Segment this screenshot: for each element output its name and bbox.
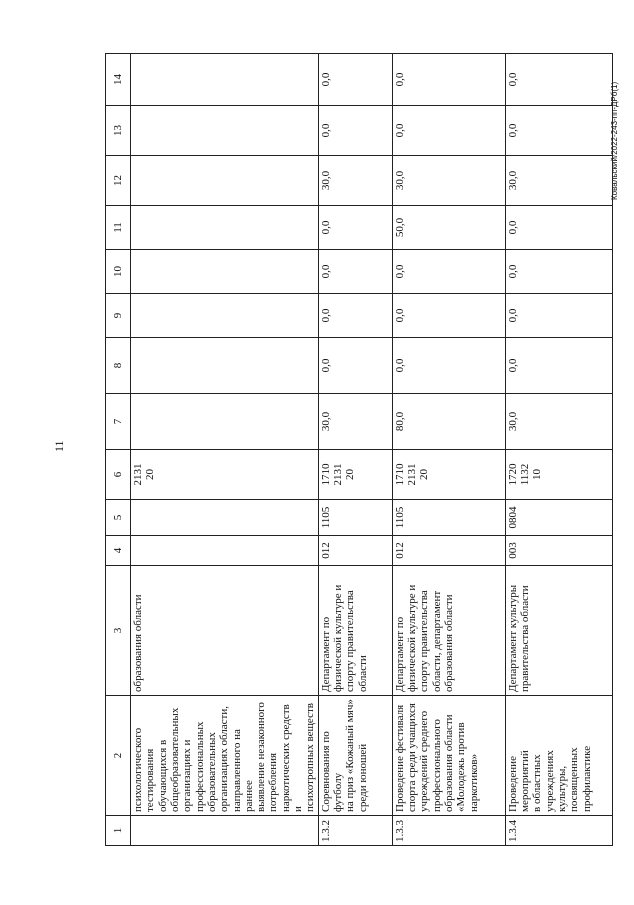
header-cell: 4 — [106, 536, 131, 566]
value-cell: 0,0 — [318, 338, 392, 394]
value-cell: 0,0 — [505, 206, 612, 250]
value-cell — [131, 294, 319, 338]
code-cell: 1105 — [318, 500, 392, 536]
table-row — [392, 54, 505, 846]
header-cell: 6 — [106, 450, 131, 500]
value-cell — [131, 206, 319, 250]
header-cell: 5 — [106, 500, 131, 536]
value-cell: 0,0 — [505, 294, 612, 338]
header-cell: 7 — [106, 394, 131, 450]
header-cell: 3 — [106, 566, 131, 696]
value-cell — [131, 106, 319, 156]
budget-table-container — [105, 54, 593, 846]
code-cell: 012 — [392, 536, 505, 566]
value-cell: 0,0 — [505, 54, 612, 106]
value-cell: 0,0 — [505, 106, 612, 156]
value-cell: 50,0 — [392, 206, 505, 250]
code-cell: 2131 20 — [131, 450, 319, 500]
value-cell: 30,0 — [392, 156, 505, 206]
header-cell: 8 — [106, 338, 131, 394]
value-cell: 0,0 — [505, 338, 612, 394]
value-cell: 0,0 — [392, 250, 505, 294]
value-cell: 30,0 — [318, 156, 392, 206]
value-cell: 0,0 — [505, 250, 612, 294]
header-cell: 14 — [106, 54, 131, 106]
code-cell: 1710 2131 20 — [392, 450, 505, 500]
table-row — [131, 54, 319, 846]
document-stamp: Ковальский/2022-243-пп-ДРб(1) — [610, 81, 619, 200]
header-cell: 13 — [106, 106, 131, 156]
code-cell — [131, 500, 319, 536]
page-number: 11 — [52, 440, 66, 452]
value-cell: 0,0 — [392, 54, 505, 106]
row-number-cell: 1.3.4 — [505, 816, 612, 846]
value-cell: 0,0 — [318, 206, 392, 250]
header-cell: 9 — [106, 294, 131, 338]
header-cell: 11 — [106, 206, 131, 250]
code-cell: 1105 — [392, 500, 505, 536]
budget-table — [105, 53, 613, 846]
value-cell: 0,0 — [318, 54, 392, 106]
value-cell — [131, 338, 319, 394]
row-number-cell: 1.3.3 — [392, 816, 505, 846]
code-cell: 0804 — [505, 500, 612, 536]
table-row — [505, 54, 612, 846]
value-cell: 0,0 — [392, 338, 505, 394]
value-cell: 0,0 — [392, 106, 505, 156]
code-cell — [131, 536, 319, 566]
header-cell: 2 — [106, 696, 131, 816]
value-cell — [131, 54, 319, 106]
code-cell: 1710 2131 20 — [318, 450, 392, 500]
value-cell: 0,0 — [392, 294, 505, 338]
executor-cell: образования области — [131, 566, 319, 696]
code-cell: 012 — [318, 536, 392, 566]
header-cell: 12 — [106, 156, 131, 206]
value-cell: 0,0 — [318, 106, 392, 156]
table-row — [318, 54, 392, 846]
code-cell: 003 — [505, 536, 612, 566]
value-cell — [131, 250, 319, 294]
value-cell: 80,0 — [392, 394, 505, 450]
activity-name-cell: Проведение фестиваля спорта среди учащихся учреждений среднего профессионального образования области «Молодежь против наркотиков» — [392, 696, 505, 816]
executor-cell: Департамент по физической культуре и спорту правительства области, департамент образования области — [392, 566, 505, 696]
code-cell: 1720 1132 10 — [505, 450, 612, 500]
activity-name-cell: Соревнования по футболу на приз «Кожаный мяч» среди юношей — [318, 696, 392, 816]
activity-name-cell: Проведение мероприятий в областных учреждениях культуры, посвященных профилактике — [505, 696, 612, 816]
executor-cell: Департамент культуры правительства области — [505, 566, 612, 696]
value-cell — [131, 156, 319, 206]
value-cell: 30,0 — [505, 394, 612, 450]
header-cell: 1 — [106, 816, 131, 846]
row-number-cell — [131, 816, 319, 846]
value-cell: 0,0 — [318, 294, 392, 338]
row-number-cell: 1.3.2 — [318, 816, 392, 846]
value-cell — [131, 394, 319, 450]
table-header-row — [106, 54, 131, 846]
value-cell: 30,0 — [505, 156, 612, 206]
activity-name-cell: психологического тестирования обучающихся в общеобразовательных организациях и профессиональных образовательных организациях области, направленного на раннее выявление незаконного потребления наркотических средств и психотропных веществ — [131, 696, 319, 816]
executor-cell: Департамент по физической культуре и спорту правительства области — [318, 566, 392, 696]
value-cell: 0,0 — [318, 250, 392, 294]
header-cell: 10 — [106, 250, 131, 294]
value-cell: 30,0 — [318, 394, 392, 450]
